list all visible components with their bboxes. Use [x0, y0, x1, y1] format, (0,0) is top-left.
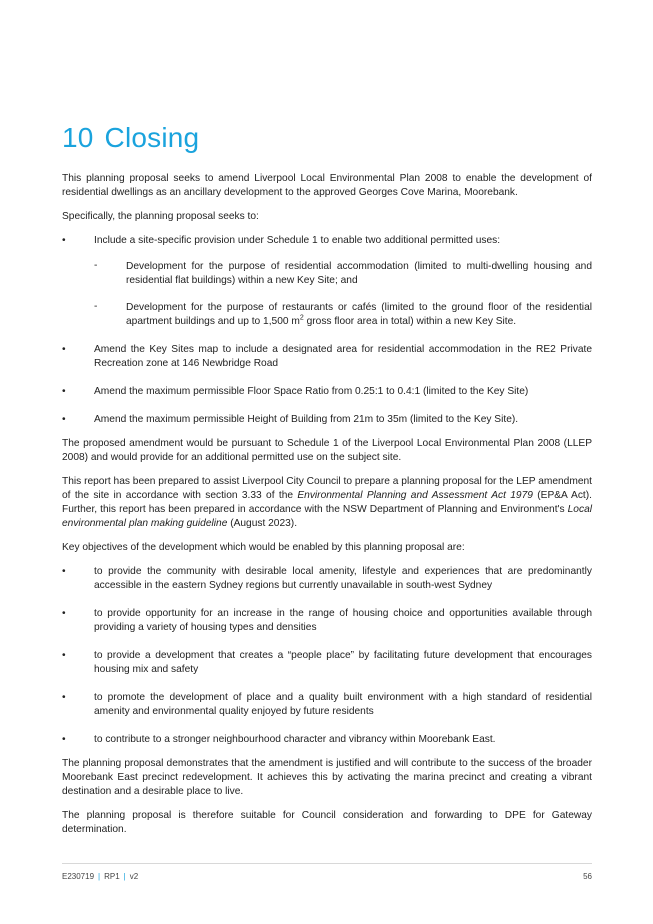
section-heading: [62, 122, 199, 154]
page-number: 56: [583, 872, 592, 881]
version-label: v2: [129, 872, 139, 881]
bullet-icon: •: [62, 692, 66, 703]
objective-text: to promote the development of place and a quality built environment with a high standard of residential amenity and environmental quality enjoyed by future residents: [94, 692, 592, 717]
list-item: [62, 413, 592, 427]
objective-text: to provide the community with desirable local amenity, lifestyle and experiences that are predominantly accessible in the eastern Sydney regions but currently unavailable in south-west Sydney: [94, 566, 592, 591]
act-title: Environmental Planning and Assessment Act 1979: [297, 490, 533, 501]
sub-list-item-text-pre: Development for the purpose of restaurants or cafés (limited to the ground floor of the residential apartment buildings and up to 1,500 m: [126, 302, 592, 327]
objective-text: to provide opportunity for an increase in the range of housing choice and opportunities available through providing a variety of housing types and densities: [94, 608, 592, 633]
conclusion-paragraph: The planning proposal is therefore suitable for Council consideration and forwarding to DPE for Gateway determination.: [62, 810, 592, 835]
bullet-icon: •: [62, 734, 66, 745]
bullet-icon: •: [62, 566, 66, 577]
specifically-paragraph: Specifically, the planning proposal seeks to:: [62, 211, 259, 222]
intro-paragraph: This planning proposal seeks to amend Liverpool Local Environmental Plan 2008 to enable the development of residential dwellings as an ancillary development to the approved Georges Cove Marina, Moorebank.: [62, 173, 592, 198]
list-item-text: Amend the maximum permissible Height of Building from 21m to 35m (limited to the Key Site).: [94, 414, 519, 425]
list-item-text: Amend the Key Sites map to include a designated area for residential accommodation in the RE2 Private Recreation zone at 146 Newbridge Road: [94, 344, 592, 369]
list-item: [62, 607, 592, 635]
report-code: RP1: [104, 872, 120, 881]
list-item-text: Include a site-specific provision under Schedule 1 to enable two additional permitted uses:: [94, 235, 501, 246]
section-number: 10: [62, 122, 94, 153]
sub-list-item: [94, 301, 592, 329]
sub-list-item: [94, 260, 592, 288]
report-text-2: (EP&A Act). Further, this report has been prepared in accordance with the NSW Department of Planning and Environment's: [62, 490, 592, 515]
list-item: [62, 385, 592, 399]
project-code: E230719: [62, 872, 95, 881]
list-item: [62, 565, 592, 593]
document-reference: [62, 872, 138, 881]
separator: |: [98, 872, 101, 881]
bullet-icon: •: [62, 650, 66, 661]
list-item: [62, 691, 592, 719]
guideline-title: Local environmental plan making guideline: [62, 504, 592, 529]
list-item: [62, 649, 592, 677]
superscript: 2: [299, 314, 304, 322]
list-item: [62, 234, 592, 329]
bullet-icon: •: [62, 414, 66, 425]
bullet-icon: •: [62, 386, 66, 397]
document-body: [62, 172, 592, 847]
bullet-icon: •: [62, 235, 66, 246]
bullet-icon: •: [62, 344, 66, 355]
sub-list-item-text: Development for the purpose of residential accommodation (limited to multi-dwelling housing and residential flat buildings) within a new Key Site; and: [126, 261, 592, 286]
separator: |: [123, 872, 126, 881]
section-title: Closing: [104, 122, 200, 153]
objective-text: to provide a development that creates a “people place” by facilitating future development that encourages housing mix and safety: [94, 650, 592, 675]
amendment-paragraph: The proposed amendment would be pursuant to Schedule 1 of the Liverpool Local Environmental Plan 2008 (LLEP 2008) and would provide for an additional permitted use on the subject site.: [62, 438, 592, 463]
conclusion-paragraph: The planning proposal demonstrates that the amendment is justified and will contribute to the success of the broader Moorebank East precinct redevelopment. It achieves this by activating the marina precinct and creating a vibrant destination and a desirable place to live.: [62, 758, 592, 797]
list-item: [62, 733, 592, 747]
objectives-list: [62, 565, 592, 747]
objective-text: to contribute to a stronger neighbourhood character and vibrancy within Moorebank East.: [94, 734, 496, 745]
dash-icon: -: [94, 301, 98, 312]
report-paragraph: [62, 475, 592, 531]
list-item: [62, 343, 592, 371]
sub-list-item-text-post: gross floor area in total) within a new Key Site.: [303, 316, 517, 327]
report-text-3: (August 2023).: [227, 518, 298, 529]
objectives-intro: Key objectives of the development which would be enabled by this planning proposal are:: [62, 542, 465, 553]
bullet-icon: •: [62, 608, 66, 619]
sub-list: [94, 260, 592, 329]
page-footer: [62, 863, 592, 881]
report-text-1: This report has been prepared to assist Liverpool City Council to prepare a planning proposal for the LEP amendment of the site in accordance with section 3.33 of the: [62, 476, 592, 501]
list-item-text: Amend the maximum permissible Floor Space Ratio from 0.25:1 to 0.4:1 (limited to the Key Site): [94, 386, 529, 397]
dash-icon: -: [94, 260, 98, 271]
proposal-list: [62, 234, 592, 427]
